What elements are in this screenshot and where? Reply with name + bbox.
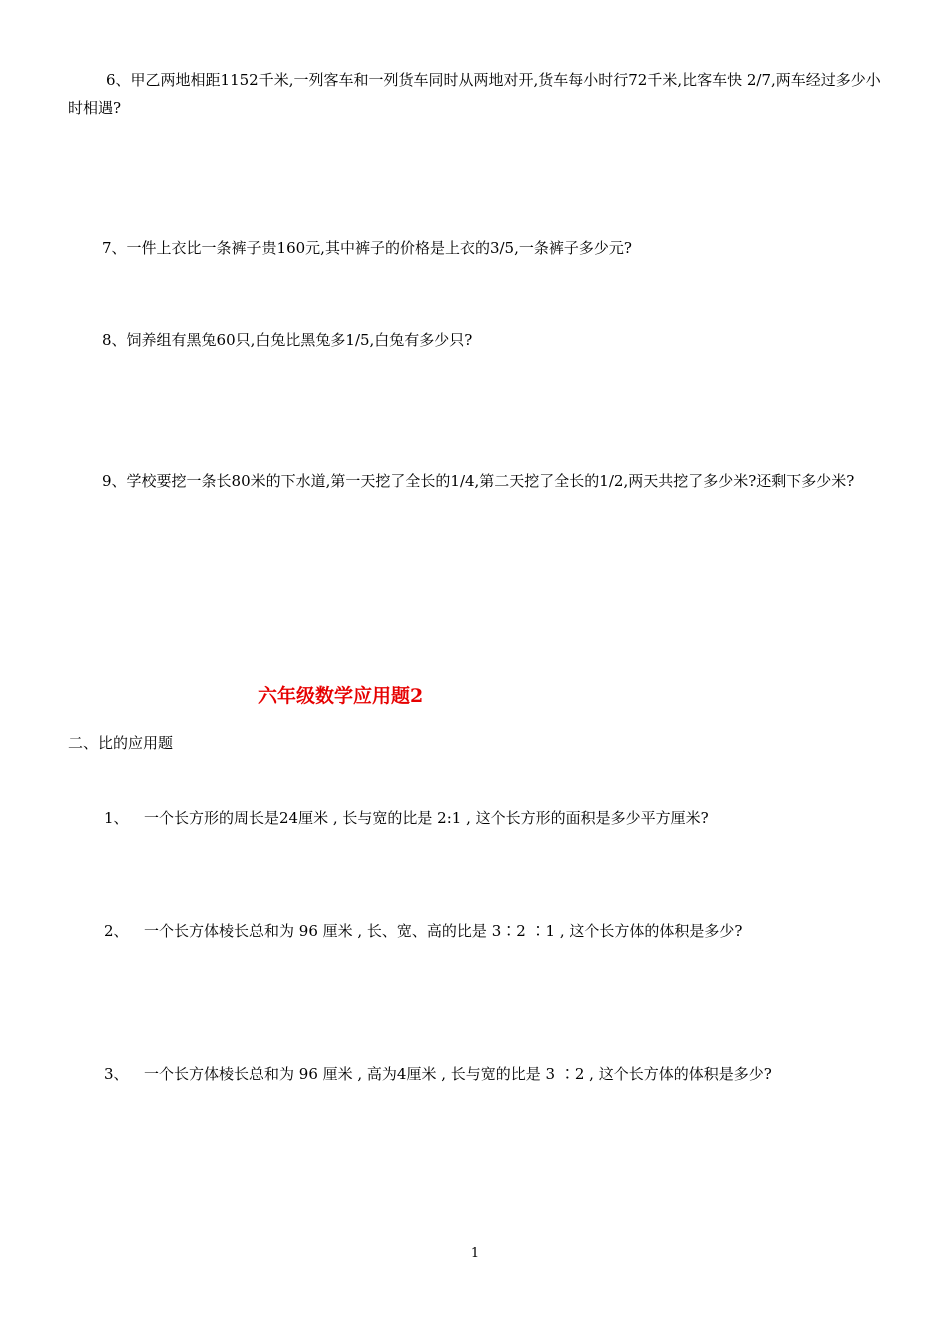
question-6: 6、甲乙两地相距1152千米,一列客车和一列货车同时从两地对开,货车每小时行72千米,比客车快 2/7,两车经过多少小时相遇? <box>68 71 881 117</box>
section-title: 六年级数学应用题2 <box>258 685 424 707</box>
question-number: 3、 <box>104 1065 129 1083</box>
question-text: 一个长方体棱长总和为 96 厘米 , 长、宽、高的比是 3∶2 ∶1 , 这个长方体的体积是多少? <box>144 922 743 940</box>
question-number: 2、 <box>104 922 129 940</box>
question-text: 一个长方形的周长是24厘米 , 长与宽的比是 2:1 , 这个长方形的面积是多少平方厘米? <box>144 809 709 827</box>
question-7: 7、一件上衣比一条裤子贵160元,其中裤子的价格是上衣的3/5,一条裤子多少元? <box>102 239 632 257</box>
question-text: 一个长方体棱长总和为 96 厘米 , 高为4厘米 , 长与宽的比是 3 ∶2 , 这个长方体的体积是多少? <box>144 1065 772 1083</box>
ratio-question-2 <box>104 917 742 945</box>
question-8: 8、饲养组有黑兔60只,白兔比黑兔多1/5,白兔有多少只? <box>102 331 473 349</box>
question-9: 9、学校要挖一条长80米的下水道,第一天挖了全长的1/4,第二天挖了全长的1/2,两天共挖了多少米?还剩下多少米? <box>102 472 855 490</box>
question-number: 1、 <box>104 809 129 827</box>
section-heading: 二、比的应用题 <box>68 734 174 752</box>
ratio-question-1 <box>104 804 709 832</box>
ratio-question-3 <box>104 1060 772 1088</box>
page-number: 1 <box>470 1246 480 1261</box>
